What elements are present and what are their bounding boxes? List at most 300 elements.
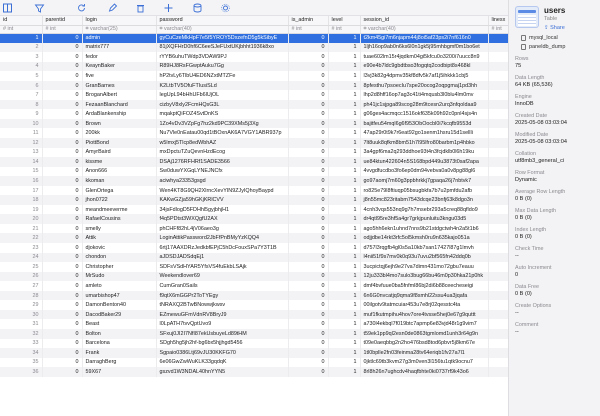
- table-cell-id[interactable]: 3: [0, 52, 42, 62]
- table-cell-level[interactable]: 1: [328, 43, 360, 53]
- table-cell-linesx[interactable]: [488, 148, 508, 158]
- table-cell-level[interactable]: 1: [328, 243, 360, 253]
- table-cell-level[interactable]: 1: [328, 195, 360, 205]
- table-cell-password[interactable]: w5lmxj5Tlcp8edWbhAZ: [156, 138, 288, 148]
- table-cell-parentid[interactable]: 0: [42, 272, 82, 282]
- table-cell-password[interactable]: gyCuCzeMkHpF7e5f5YROY5DxzefnD5g5kSibyE: [156, 33, 288, 43]
- table-cell-password[interactable]: 6rtj17AAXDRzJedkbfEPjC5hDcFouxSPa7Y3T1B: [156, 243, 288, 253]
- column-header-linesx[interactable]: linesx: [488, 16, 508, 25]
- column-header-is-admin[interactable]: is_admin: [288, 16, 328, 25]
- table-cell-login[interactable]: Attik: [82, 233, 156, 243]
- table-cell-linesx[interactable]: [488, 128, 508, 138]
- table-cell-parentid[interactable]: 0: [42, 109, 82, 119]
- table-cell-is-admin[interactable]: 0: [288, 100, 328, 110]
- table-cell-login[interactable]: Frank: [82, 348, 156, 358]
- table-cell-parentid[interactable]: 0: [42, 90, 82, 100]
- table-cell-login[interactable]: djokovic: [82, 243, 156, 253]
- table-cell-linesx[interactable]: [488, 33, 508, 43]
- table-cell-linesx[interactable]: [488, 367, 508, 377]
- table-cell-is-admin[interactable]: 0: [288, 176, 328, 186]
- table-cell-parentid[interactable]: 0: [42, 128, 82, 138]
- table-cell-id[interactable]: 10: [0, 119, 42, 129]
- table-cell-id[interactable]: 27: [0, 281, 42, 291]
- table-cell-linesx[interactable]: [488, 281, 508, 291]
- table-cell-session-id[interactable]: ago5hh6ekn1uhnd7nns9b21stdgctwh4n2a5t1b6: [360, 224, 488, 234]
- table-cell-parentid[interactable]: 0: [42, 262, 82, 272]
- table-cell-id[interactable]: 16: [0, 176, 42, 186]
- table-cell-parentid[interactable]: 0: [42, 243, 82, 253]
- table-cell-is-admin[interactable]: 0: [288, 205, 328, 215]
- table-cell-parentid[interactable]: 0: [42, 148, 82, 158]
- table-cell-is-admin[interactable]: 0: [288, 300, 328, 310]
- table-cell-level[interactable]: 1: [328, 272, 360, 282]
- table-cell-level[interactable]: 1: [328, 281, 360, 291]
- table-cell-password[interactable]: K2LtbTV5OfuFTIusiSLd: [156, 81, 288, 91]
- table-cell-id[interactable]: 24: [0, 253, 42, 263]
- columns-icon[interactable]: [0, 1, 14, 15]
- table-cell-level[interactable]: 1: [328, 119, 360, 129]
- table-cell-password[interactable]: f4q5PDtst3WXQgfU2AX: [156, 214, 288, 224]
- table-cell-parentid[interactable]: 0: [42, 138, 82, 148]
- table-cell-parentid[interactable]: 0: [42, 167, 82, 177]
- table-cell-linesx[interactable]: [488, 43, 508, 53]
- table-cell-level[interactable]: 1: [328, 310, 360, 320]
- table-cell-id[interactable]: 9: [0, 109, 42, 119]
- table-row[interactable]: [0, 128, 508, 138]
- table-cell-password[interactable]: aJDSDJADSdqEj1: [156, 253, 288, 263]
- insert-icon[interactable]: [154, 1, 182, 15]
- table-cell-id[interactable]: 31: [0, 319, 42, 329]
- table-cell-session-id[interactable]: 8pfesthu7psoecIu7spe20ocog2oqpgmaj1pd3hh: [360, 81, 488, 91]
- table-cell-id[interactable]: 29: [0, 300, 42, 310]
- table-cell-login[interactable]: MrSudo: [82, 272, 156, 282]
- filter-icon[interactable]: [14, 1, 64, 15]
- table-cell-is-admin[interactable]: 0: [288, 90, 328, 100]
- table-cell-session-id[interactable]: dmf4bvfuue0ba5fnfml86bj2di6b88ceecheseigi: [360, 281, 488, 291]
- table-row[interactable]: [0, 195, 508, 205]
- table-cell-parentid[interactable]: 0: [42, 205, 82, 215]
- table-row[interactable]: [0, 291, 508, 301]
- table-cell-is-admin[interactable]: 0: [288, 253, 328, 263]
- table-cell-id[interactable]: 14: [0, 157, 42, 167]
- table-cell-parentid[interactable]: 0: [42, 176, 82, 186]
- table-cell-linesx[interactable]: [488, 81, 508, 91]
- table-cell-session-id[interactable]: tuae602lm15r4jqdkm04gi5kfcu0o3200i7uucc8n9: [360, 52, 488, 62]
- table-cell-parentid[interactable]: 0: [42, 214, 82, 224]
- table-cell-session-id[interactable]: 3ucpictqj6ejh9e27va7dimn431mo72gbu7eauu: [360, 262, 488, 272]
- table-cell-password[interactable]: SDFsVSdHYAR5YfsVS4fuEkbLSAjk: [156, 262, 288, 272]
- table-cell-id[interactable]: 18: [0, 195, 42, 205]
- table-cell-level[interactable]: 1: [328, 128, 360, 138]
- table-cell-session-id[interactable]: ph41jc1sjpga89scog28m9tcesn2urq3nfqoldaa9: [360, 100, 488, 110]
- table-cell-is-admin[interactable]: 0: [288, 109, 328, 119]
- table-cell-id[interactable]: 11: [0, 128, 42, 138]
- table-row[interactable]: [0, 119, 508, 129]
- table-cell-is-admin[interactable]: 0: [288, 329, 328, 339]
- table-cell-password[interactable]: f9qtX6mGGPr2ToTYEgy: [156, 291, 288, 301]
- table-cell-is-admin[interactable]: 0: [288, 281, 328, 291]
- table-cell-login[interactable]: RafaelCousins: [82, 214, 156, 224]
- table-cell-id[interactable]: 19: [0, 205, 42, 215]
- table-cell-linesx[interactable]: [488, 291, 508, 301]
- table-cell-linesx[interactable]: [488, 186, 508, 196]
- data-grid[interactable]: [0, 16, 508, 416]
- table-cell-is-admin[interactable]: 0: [288, 310, 328, 320]
- table-cell-id[interactable]: 6: [0, 81, 42, 91]
- table-row[interactable]: [0, 339, 508, 349]
- table-cell-is-admin[interactable]: 0: [288, 319, 328, 329]
- table-cell-login[interactable]: GlenOrtega: [82, 186, 156, 196]
- table-cell-login[interactable]: DacodBaker29: [82, 310, 156, 320]
- table-row[interactable]: [0, 33, 508, 43]
- table-cell-login[interactable]: kissme: [82, 157, 156, 167]
- table-cell-level[interactable]: 1: [328, 109, 360, 119]
- table-cell-is-admin[interactable]: 0: [288, 138, 328, 148]
- location-item-1[interactable]: [515, 44, 594, 50]
- table-cell-password[interactable]: Wen4KT8G9QH2XlrncXevYIN9ZJyIQhoyBaypd: [156, 186, 288, 196]
- table-cell-session-id[interactable]: g06ges4acmqcc1516okf635k09h92c0pnl4sjs4n: [360, 109, 488, 119]
- share-link-label[interactable]: Share: [550, 25, 565, 31]
- table-cell-is-admin[interactable]: 0: [288, 71, 328, 81]
- table-cell-password[interactable]: tNRAXQ2BTwBNowwjkwsv: [156, 300, 288, 310]
- table-cell-level[interactable]: 1: [328, 348, 360, 358]
- table-cell-password[interactable]: LoginAttikPassword2JbFfPnBMyYzKQQ4: [156, 233, 288, 243]
- table-cell-is-admin[interactable]: 0: [288, 119, 328, 129]
- table-cell-session-id[interactable]: d757l3rqgfb4gl0s5a10kb7san17427l87g1lmvh: [360, 243, 488, 253]
- table-cell-password[interactable]: hP2tvLy6TlbU4ED6NZxtMTZFe: [156, 71, 288, 81]
- table-cell-id[interactable]: 4: [0, 62, 42, 72]
- settings-icon[interactable]: [212, 1, 238, 15]
- table-cell-login[interactable]: FezaanBlanchard: [82, 100, 156, 110]
- table-row[interactable]: [0, 348, 508, 358]
- table-cell-password[interactable]: rYYB6uhuTWdp3VDAW9PJ: [156, 52, 288, 62]
- table-cell-login[interactable]: Brown: [82, 119, 156, 129]
- share-link[interactable]: ⇪ Share: [544, 25, 565, 31]
- table-cell-is-admin[interactable]: 0: [288, 233, 328, 243]
- table-cell-password[interactable]: DSAj1276RFHRf1SADE3566: [156, 157, 288, 167]
- table-cell-linesx[interactable]: [488, 262, 508, 272]
- table-row[interactable]: [0, 253, 508, 263]
- table-cell-parentid[interactable]: 0: [42, 358, 82, 368]
- table-cell-is-admin[interactable]: 0: [288, 167, 328, 177]
- table-cell-level[interactable]: 1: [328, 167, 360, 177]
- table-row[interactable]: [0, 262, 508, 272]
- table-cell-is-admin[interactable]: 0: [288, 52, 328, 62]
- table-cell-linesx[interactable]: [488, 319, 508, 329]
- table-cell-linesx[interactable]: [488, 339, 508, 349]
- table-cell-parentid[interactable]: 0: [42, 119, 82, 129]
- table-cell-linesx[interactable]: [488, 71, 508, 81]
- table-cell-id[interactable]: 2: [0, 43, 42, 53]
- table-cell-password[interactable]: SDgh5hg5jh2hf-bg6bx5hjjhgd5456: [156, 339, 288, 349]
- table-cell-id[interactable]: 35: [0, 358, 42, 368]
- table-cell-is-admin[interactable]: 0: [288, 62, 328, 72]
- table-row[interactable]: [0, 233, 508, 243]
- table-cell-is-admin[interactable]: 0: [288, 214, 328, 224]
- table-row[interactable]: [0, 243, 508, 253]
- table-cell-id[interactable]: 30: [0, 310, 42, 320]
- table-cell-login[interactable]: admin: [82, 33, 156, 43]
- table-cell-level[interactable]: 1: [328, 186, 360, 196]
- table-cell-password[interactable]: Nu7Vle0nEatau00qd1tBOxnAK6A7VGY1ABR937p: [156, 128, 288, 138]
- table-cell-level[interactable]: 1: [328, 214, 360, 224]
- table-cell-level[interactable]: 1: [328, 233, 360, 243]
- table-cell-level[interactable]: 1: [328, 253, 360, 263]
- table-row[interactable]: [0, 62, 508, 72]
- table-cell-session-id[interactable]: l3vj3k82g4dpmv35kf8dfv5k7af1j5ihkkk1cbj5: [360, 71, 488, 81]
- table-cell-id[interactable]: 33: [0, 339, 42, 349]
- table-cell-is-admin[interactable]: 0: [288, 186, 328, 196]
- table-cell-is-admin[interactable]: 0: [288, 148, 328, 158]
- table-row[interactable]: [0, 176, 508, 186]
- table-cell-linesx[interactable]: [488, 167, 508, 177]
- table-row[interactable]: [0, 71, 508, 81]
- table-cell-session-id[interactable]: 4cnh3vqs553nq9g7h7msebr293a5creq88qfldo9: [360, 205, 488, 215]
- table-cell-login[interactable]: Beast: [82, 319, 156, 329]
- table-cell-level[interactable]: 1: [328, 52, 360, 62]
- table-cell-session-id[interactable]: a730l4ekbql7f019btc7apmp6e83vjd48r1g9vim7: [360, 319, 488, 329]
- table-cell-level[interactable]: 1: [328, 205, 360, 215]
- table-cell-id[interactable]: 25: [0, 262, 42, 272]
- table-cell-linesx[interactable]: [488, 90, 508, 100]
- table-cell-session-id[interactable]: dr4qtl95re3hf5a4gr7grkjpunluitu3kngu03d5: [360, 214, 488, 224]
- table-row[interactable]: [0, 138, 508, 148]
- table-cell-session-id[interactable]: lhp2d8hff16op7ag3c41ti4mqusb3l0blu4lm0mv: [360, 90, 488, 100]
- table-cell-linesx[interactable]: [488, 176, 508, 186]
- table-cell-login[interactable]: chondon: [82, 253, 156, 263]
- column-header-password[interactable]: password: [156, 16, 288, 25]
- location-item-0[interactable]: [515, 35, 594, 41]
- table-cell-id[interactable]: 34: [0, 348, 42, 358]
- table-cell-session-id[interactable]: 47ap29r0t9k7r6eat92go1senm1hsru15d1sellli: [360, 128, 488, 138]
- table-cell-linesx[interactable]: [488, 233, 508, 243]
- table-cell-password[interactable]: legUpL94bHhUFb6lUjOL: [156, 90, 288, 100]
- table-cell-password[interactable]: phCHFf82hL4jV06aeo3g: [156, 224, 288, 234]
- table-cell-is-admin[interactable]: 0: [288, 339, 328, 349]
- table-row[interactable]: [0, 52, 508, 62]
- table-cell-login[interactable]: smelly: [82, 224, 156, 234]
- table-cell-parentid[interactable]: 0: [42, 100, 82, 110]
- table-row[interactable]: [0, 224, 508, 234]
- table-cell-parentid[interactable]: 0: [42, 71, 82, 81]
- table-cell-session-id[interactable]: odjjdbe14rkt3rfc5ol5kmsh0ru9n635kajo051a: [360, 233, 488, 243]
- table-cell-parentid[interactable]: 0: [42, 81, 82, 91]
- table-cell-id[interactable]: 28: [0, 291, 42, 301]
- table-cell-linesx[interactable]: [488, 358, 508, 368]
- table-row[interactable]: [0, 100, 508, 110]
- table-cell-linesx[interactable]: [488, 52, 508, 62]
- table-row[interactable]: [0, 109, 508, 119]
- table-cell-level[interactable]: 1: [328, 300, 360, 310]
- table-cell-is-admin[interactable]: 0: [288, 157, 328, 167]
- table-cell-password[interactable]: 1Zo4vDv3VZpFg7hz2kd9PC39XMs5j3Xg: [156, 119, 288, 129]
- table-row[interactable]: [0, 319, 508, 329]
- table-row[interactable]: [0, 281, 508, 291]
- table-cell-id[interactable]: 21: [0, 224, 42, 234]
- table-row[interactable]: [0, 272, 508, 282]
- table-cell-session-id[interactable]: 8rl8h26n7ughcdv4haqfbhte0ki0737rf9k43o6: [360, 367, 488, 377]
- table-cell-is-admin[interactable]: 0: [288, 291, 328, 301]
- table-cell-is-admin[interactable]: 0: [288, 33, 328, 43]
- table-cell-is-admin[interactable]: 0: [288, 262, 328, 272]
- table-row[interactable]: [0, 43, 508, 53]
- table-row[interactable]: [0, 367, 508, 377]
- table-cell-password[interactable]: Weekendlover69: [156, 272, 288, 282]
- table-cell-login[interactable]: Christopher: [82, 262, 156, 272]
- table-row[interactable]: [0, 167, 508, 177]
- table-cell-parentid[interactable]: 0: [42, 186, 82, 196]
- table-cell-parentid[interactable]: 0: [42, 224, 82, 234]
- table-cell-id[interactable]: 23: [0, 243, 42, 253]
- edit-icon[interactable]: [98, 1, 126, 15]
- table-cell-session-id[interactable]: 1ljh16op9ab0n6ks6l0n1gk5j95mhbgmf0m1bo6et: [360, 43, 488, 53]
- table-cell-parentid[interactable]: 0: [42, 52, 82, 62]
- table-cell-id[interactable]: 8: [0, 100, 42, 110]
- table-cell-linesx[interactable]: [488, 214, 508, 224]
- table-cell-login[interactable]: kkoman: [82, 176, 156, 186]
- table-cell-login[interactable]: Barcelona: [82, 339, 156, 349]
- table-cell-session-id[interactable]: bajitfeu54mql6g6f953ObOocbl0i7kcqfb9553d: [360, 119, 488, 129]
- table-cell-id[interactable]: 26: [0, 272, 42, 282]
- table-cell-level[interactable]: 1: [328, 358, 360, 368]
- table-cell-parentid[interactable]: 0: [42, 310, 82, 320]
- table-cell-password[interactable]: Sgpaio0386Ltj69vJU30KKFG70: [156, 348, 288, 358]
- table-row[interactable]: [0, 300, 508, 310]
- table-cell-password[interactable]: mxDpctuTZuQevnHzdEcog: [156, 148, 288, 158]
- table-cell-level[interactable]: 1: [328, 100, 360, 110]
- table-cell-password[interactable]: aciwhya23353gsgd: [156, 176, 288, 186]
- table-cell-id[interactable]: 12: [0, 138, 42, 148]
- column-header-level[interactable]: level: [328, 16, 360, 25]
- table-cell-parentid[interactable]: 0: [42, 329, 82, 339]
- table-cell-login[interactable]: BroganAlbert: [82, 90, 156, 100]
- table-cell-parentid[interactable]: 0: [42, 319, 82, 329]
- table-cell-linesx[interactable]: [488, 119, 508, 129]
- table-cell-level[interactable]: 1: [328, 329, 360, 339]
- table-cell-password[interactable]: gszvd1W3NDAL40hnYYN5: [156, 367, 288, 377]
- table-cell-session-id[interactable]: l4nii51f9s7mv0k0q93u7uvu2bf565fn42ddq0b: [360, 253, 488, 263]
- table-cell-password[interactable]: Sw0duwYXGqLYNEJNCfx: [156, 167, 288, 177]
- table-cell-level[interactable]: 1: [328, 176, 360, 186]
- table-cell-password[interactable]: 81jXQFHrD0hf6C6eeSJeFUxtUKjbhht1936k8xo: [156, 43, 288, 53]
- table-cell-password[interactable]: 6e06GwZwWuKLK33gqdqK: [156, 358, 288, 368]
- table-cell-id[interactable]: 20: [0, 214, 42, 224]
- table-cell-parentid[interactable]: 0: [42, 300, 82, 310]
- table-cell-id[interactable]: 1: [0, 33, 42, 43]
- table-row[interactable]: [0, 157, 508, 167]
- table-cell-is-admin[interactable]: 0: [288, 224, 328, 234]
- table-cell-id[interactable]: 36: [0, 367, 42, 377]
- table-cell-session-id[interactable]: 1tl0bplle2fn03feinma28tv64eriqb1fv27a7l1: [360, 348, 488, 358]
- table-row[interactable]: [0, 81, 508, 91]
- table-cell-linesx[interactable]: [488, 195, 508, 205]
- table-row[interactable]: [0, 148, 508, 158]
- table-cell-level[interactable]: 1: [328, 81, 360, 91]
- table-row[interactable]: [0, 90, 508, 100]
- table-cell-parentid[interactable]: 0: [42, 43, 82, 53]
- table-cell-login[interactable]: fedor: [82, 52, 156, 62]
- table-cell-password[interactable]: mqakptQiFOZ4SvtDnKS: [156, 109, 288, 119]
- table-cell-id[interactable]: 32: [0, 329, 42, 339]
- table-cell-linesx[interactable]: [488, 62, 508, 72]
- table-cell-linesx[interactable]: [488, 310, 508, 320]
- table-cell-login[interactable]: 59X67: [82, 367, 156, 377]
- table-row[interactable]: [0, 329, 508, 339]
- table-cell-linesx[interactable]: [488, 253, 508, 263]
- table-cell-linesx[interactable]: [488, 300, 508, 310]
- table-cell-session-id[interactable]: 6n6G0nvcatjq9qma9f8smhl22ssu4ua3jqafa: [360, 291, 488, 301]
- table-cell-level[interactable]: 1: [328, 90, 360, 100]
- table-cell-login[interactable]: DarraghBerg: [82, 358, 156, 368]
- column-header-session-id[interactable]: session_id: [360, 16, 488, 25]
- table-cell-level[interactable]: 1: [328, 148, 360, 158]
- delete-icon[interactable]: [126, 1, 154, 15]
- table-cell-is-admin[interactable]: 0: [288, 243, 328, 253]
- table-cell-level[interactable]: 1: [328, 62, 360, 72]
- column-header-id[interactable]: id: [0, 16, 42, 25]
- table-cell-level[interactable]: 1: [328, 33, 360, 43]
- table-row[interactable]: [0, 186, 508, 196]
- table-row[interactable]: [0, 214, 508, 224]
- table-cell-session-id[interactable]: 0jktlc69tb3kvm27g3m0ven3l156tu1qtk9ocnu7: [360, 358, 488, 368]
- table-cell-password[interactable]: SFxuj0JI2I7NfI87ekUsbuyeLd89tHM: [156, 329, 288, 339]
- table-cell-linesx[interactable]: [488, 329, 508, 339]
- table-cell-level[interactable]: 1: [328, 138, 360, 148]
- table-cell-id[interactable]: 5: [0, 71, 42, 81]
- table-cell-login[interactable]: KeaynBaker: [82, 62, 156, 72]
- table-cell-session-id[interactable]: ue84ktun422604n5S168bpd449u3873t0saf2apa: [360, 157, 488, 167]
- table-cell-linesx[interactable]: [488, 138, 508, 148]
- table-cell-session-id[interactable]: e90e4b7ldc9gbdtbso3fogqtq2codbipt8s468kl: [360, 62, 488, 72]
- table-cell-password[interactable]: EZmewuGFmVdnRV8BryJ9: [156, 310, 288, 320]
- table-cell-id[interactable]: 7: [0, 90, 42, 100]
- refresh-icon[interactable]: [64, 1, 98, 15]
- table-cell-id[interactable]: 22: [0, 233, 42, 243]
- table-cell-parentid[interactable]: 0: [42, 233, 82, 243]
- table-cell-login[interactable]: jhon0722: [82, 195, 156, 205]
- table-cell-password[interactable]: CumGran0Sails: [156, 281, 288, 291]
- database-icon[interactable]: [182, 1, 212, 15]
- table-cell-login[interactable]: Bolton: [82, 329, 156, 339]
- table-cell-is-admin[interactable]: 0: [288, 348, 328, 358]
- table-cell-password[interactable]: cizbyV8xly2FcmHQsG3L: [156, 100, 288, 110]
- table-cell-login[interactable]: DamonBenton40: [82, 300, 156, 310]
- table-cell-login[interactable]: AmyrBaird: [82, 148, 156, 158]
- table-cell-login[interactable]: 200kk: [82, 128, 156, 138]
- table-cell-login[interactable]: umarbishop47: [82, 291, 156, 301]
- table-cell-is-admin[interactable]: 0: [288, 272, 328, 282]
- table-row[interactable]: [0, 310, 508, 320]
- table-cell-password[interactable]: KAKwGZja59hGKjKRlCVV: [156, 195, 288, 205]
- table-cell-session-id[interactable]: 4vvgdfucdbo3fo6ep0dm94vebva0a0v8pg88gl6: [360, 167, 488, 177]
- table-cell-linesx[interactable]: [488, 348, 508, 358]
- table-cell-is-admin[interactable]: 0: [288, 367, 328, 377]
- table-cell-is-admin[interactable]: 0: [288, 358, 328, 368]
- table-cell-level[interactable]: 1: [328, 224, 360, 234]
- table-cell-id[interactable]: 17: [0, 186, 42, 196]
- table-cell-is-admin[interactable]: 0: [288, 195, 328, 205]
- table-cell-is-admin[interactable]: 0: [288, 128, 328, 138]
- table-cell-level[interactable]: 1: [328, 319, 360, 329]
- table-cell-level[interactable]: 1: [328, 291, 360, 301]
- table-cell-id[interactable]: 13: [0, 148, 42, 158]
- table-cell-parentid[interactable]: 0: [42, 33, 82, 43]
- table-cell-linesx[interactable]: [488, 100, 508, 110]
- table-cell-session-id[interactable]: t2km45gi7m6njapm44j8oi5af23ps2i7nf616n0: [360, 33, 488, 43]
- column-header-login[interactable]: login: [82, 16, 156, 25]
- table-cell-id[interactable]: 15: [0, 167, 42, 177]
- table-cell-session-id[interactable]: 7lt8uuk8qfkm8bm51h7l95lfro80barbm1p4hbko: [360, 138, 488, 148]
